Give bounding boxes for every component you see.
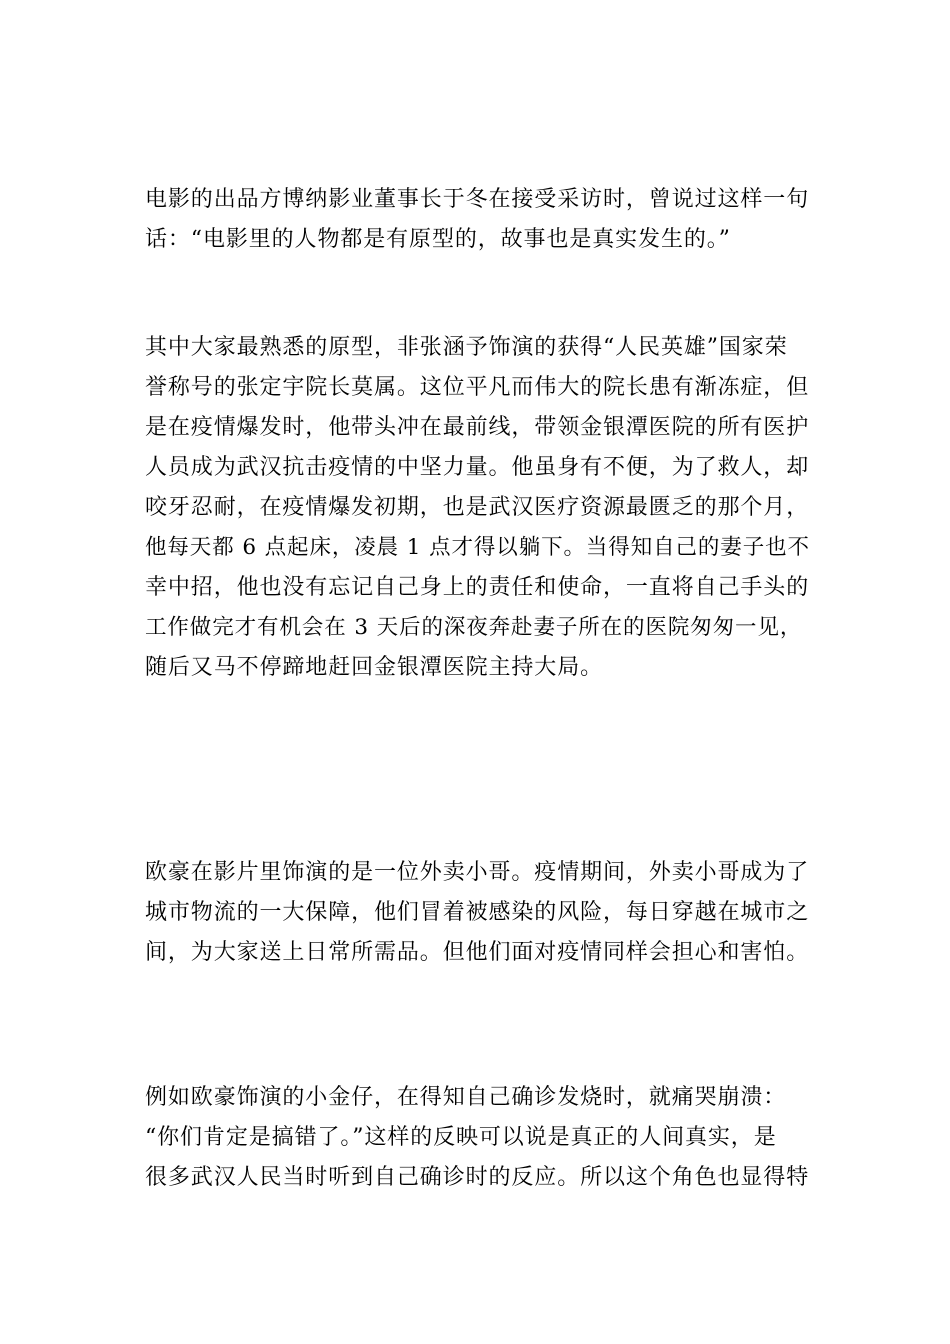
text-line: 话：“电影里的人物都是有原型的，故事也是真实发生的。” xyxy=(145,227,731,252)
text-line: “你们肯定是搞错了。”这样的反映可以说是真正的人间真实，是 xyxy=(145,1125,777,1150)
text-line: 他每天都 6 点起床，凌晨 1 点才得以躺下。当得知自己的妻子也不 xyxy=(145,535,810,560)
text-line: 欧豪在影片里饰演的是一位外卖小哥。疫情期间，外卖小哥成为了 xyxy=(145,860,810,885)
text-line: 幸中招，他也没有忘记自己身上的责任和使命，一直将自己手头的 xyxy=(145,575,810,600)
text-line: 随后又马不停蹄地赶回金银潭医院主持大局。 xyxy=(145,655,604,680)
text-line: 例如欧豪饰演的小金仔，在得知自己确诊发烧时，就痛哭崩溃： xyxy=(145,1085,787,1110)
text-line: 人员成为武汉抗击疫情的中坚力量。他虽身有不便，为了救人，却 xyxy=(145,455,810,480)
text-line: 城市物流的一大保障，他们冒着被感染的风险，每日穿越在城市之 xyxy=(145,900,810,925)
text-line: 是在疫情爆发时，他带头冲在最前线，带领金银潭医院的所有医护 xyxy=(145,415,810,440)
text-line: 电影的出品方博纳影业董事长于冬在接受采访时，曾说过这样一句 xyxy=(145,187,810,212)
paragraph-producer-quote xyxy=(145,180,810,260)
text-line: 誉称号的张定宇院长莫属。这位平凡而伟大的院长患有渐冻症，但 xyxy=(145,375,810,400)
paragraph-delivery-courier xyxy=(145,853,810,973)
text-line: 工作做完才有机会在 3 天后的深夜奔赴妻子所在的医院匆匆一见， xyxy=(145,615,803,640)
text-line: 很多武汉人民当时听到自己确诊时的反应。所以这个角色也显得特 xyxy=(145,1165,810,1190)
text-line: 间，为大家送上日常所需品。但他们面对疫情同样会担心和害怕。 xyxy=(145,940,810,965)
text-line: 其中大家最熟悉的原型，非张涵予饰演的获得“人民英雄”国家荣 xyxy=(145,335,788,360)
paragraph-xiao-jinzai xyxy=(145,1078,810,1198)
text-line: 咬牙忍耐，在疫情爆发初期，也是武汉医疗资源最匮乏的那个月， xyxy=(145,495,810,520)
paragraph-zhang-dingyu xyxy=(145,328,810,688)
